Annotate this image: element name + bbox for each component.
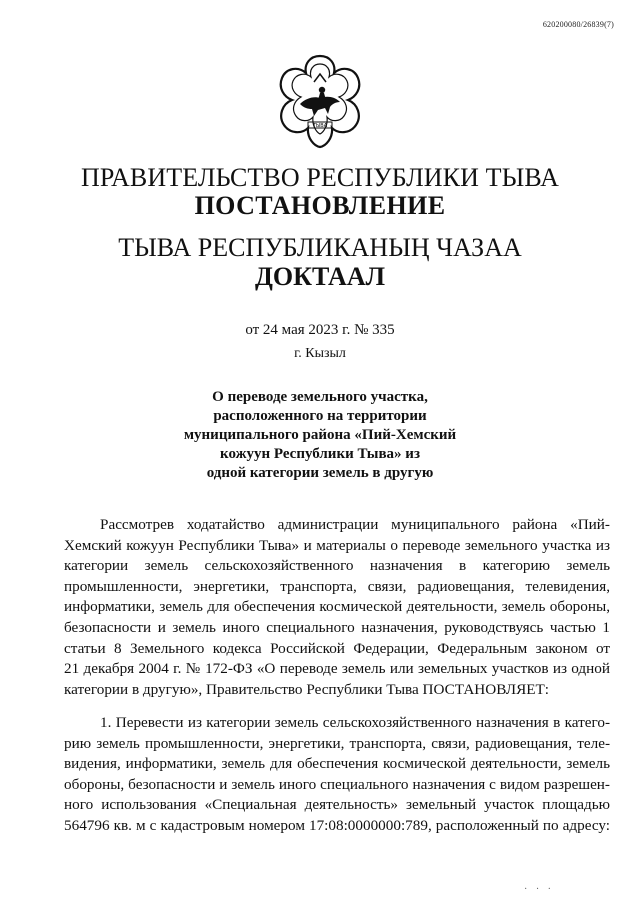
body-line: категории земель сельскохозяйственного назначения в категорию земель (64, 557, 610, 575)
document-registration-number: 620200080/26839(7) (542, 20, 614, 29)
document-date-number: от 24 мая 2023 г. № 335 (245, 322, 395, 338)
subject-line: кожуун Республики Тыва» из (220, 446, 420, 462)
body-line: категории в другую», Правительство Республики Тыва ПОСТАНОВЛЯЕТ: (64, 680, 549, 698)
document-type-ru: ПОСТАНОВЛЕНИЕ (194, 191, 446, 220)
document-subject (160, 388, 480, 483)
government-title-tuv: ТЫВА РЕСПУБЛИКАНЫҢ ЧАЗАА (118, 233, 522, 262)
body-line: 1. Перевести из категории земель сельскохозяйственного назначения в катего- (100, 714, 610, 731)
body-line: безопасности и земель иного специального назначения, руководствуясь частью 1 (64, 618, 610, 636)
government-title-ru: ПРАВИТЕЛЬСТВО РЕСПУБЛИКИ ТЫВА (80, 163, 560, 192)
body-line: обороны, безопасности и земель иного специального назначения с видом разрешен- (64, 775, 610, 793)
document-city: г. Кызыл (294, 346, 346, 361)
subject-line: О переводе земельного участка, (212, 389, 428, 405)
document-type-tuv: ДОКТААЛ (255, 262, 385, 291)
body-line: статьи 8 Земельного кодекса Российской Федерации, Федеральным законом от (64, 639, 610, 657)
body-line: 564796 кв. м с кадастровым номером 17:08:0000000:789, расположенный по адресу: (64, 816, 610, 834)
subject-line: расположенного на территории (213, 408, 427, 424)
body-line: промышленности, энергетики, транспорта, связи, радиовещания, телевидения, (64, 577, 610, 595)
svg-text:ТЫВА: ТЫВА (312, 123, 328, 129)
preamble-paragraph (64, 515, 610, 700)
body-line: Рассмотрев ходатайство администрации муниципального района «Пий- (100, 516, 610, 533)
footer-scan-mark: · · · (524, 884, 554, 895)
subject-line: одной категории земель в другую (206, 465, 434, 481)
body-line: 21 декабря 2004 г. № 172-ФЗ «О переводе земель или земельных участков из одной (64, 660, 610, 678)
subject-line: муниципального района «Пий-Хемский (183, 427, 457, 443)
body-line: ного использования «Специальная деятельность» земельный участок площадью (64, 796, 610, 814)
coat-of-arms-icon (270, 52, 370, 152)
body-line: информатики, земель для обеспечения космической деятельности, земель обороны, (64, 598, 610, 616)
body-line: видения, информатики, земель для обеспечения космической деятельности, земель (64, 755, 610, 773)
body-line: Хемский кожуун Республики Тыва» и материалы о переводе земельного участка из (64, 536, 610, 554)
resolution-item-1 (64, 713, 610, 837)
body-line: рию земель промышленности, энергетики, транспорта, связи, радиовещания, теле- (64, 734, 610, 752)
